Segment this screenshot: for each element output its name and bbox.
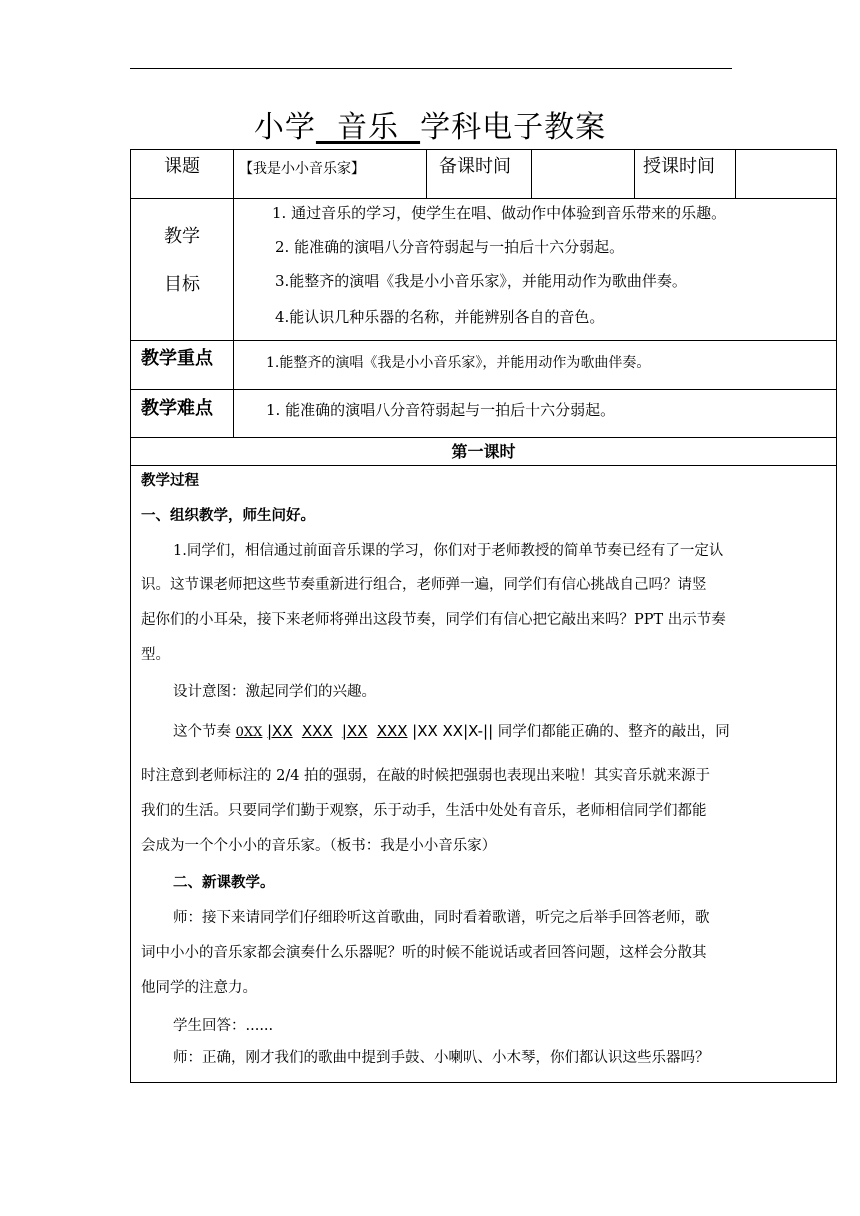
rhythm-notation: XXX: [301, 722, 333, 740]
paragraph-line: 词中小小的音乐家都会演奏什么乐器呢？听的时候不能说话或者回答问题，这样会分散其: [141, 945, 707, 961]
paragraph-line: 会成为一个个小小的音乐家。（板书：我是小小音乐家）: [141, 838, 497, 854]
paragraph-line: 他同学的注意力。: [141, 980, 257, 996]
goal-item: 3.能整齐的演唱《我是小小音乐家》，并能用动作为歌曲伴奏。: [275, 272, 687, 290]
title-subject: 音乐: [315, 110, 421, 145]
paragraph-line: 识。这节课老师把这些节奏重新进行组合，老师弹一遍，同学们有信心挑战自己吗？请竖: [141, 577, 707, 593]
goals-label-2: 目标: [164, 274, 200, 295]
col-divider: [233, 150, 234, 438]
rhythm-notation: XXX: [376, 722, 408, 740]
rhythm-notation: |XX: [267, 722, 293, 740]
paragraph-line: 型。: [141, 647, 170, 663]
col-divider: [735, 150, 736, 198]
header-rule: [130, 68, 732, 69]
key-points-label: 教学重点: [141, 348, 213, 369]
row-divider: [131, 389, 837, 390]
rhythm-suffix: 同学们都能正确的、整齐的敲出，同: [497, 724, 730, 740]
paragraph-line: 1.同学们，相信通过前面音乐课的学习，你们对于老师教授的简单节奏已经有了一定认: [173, 543, 724, 559]
process-heading: 教学过程: [141, 472, 199, 489]
topic-label: 课题: [164, 156, 200, 177]
paragraph-line: 起你们的小耳朵，接下来老师将弹出这段节奏，同学们有信心把它敲出来吗？PPT 出示节奏: [141, 612, 726, 628]
paragraph-line: 师：接下来请同学们仔细聆听这首歌曲，同时看着歌谱，听完之后举手回答老师，歌: [173, 910, 710, 926]
topic-value: 【我是小小音乐家】: [239, 161, 365, 177]
prep-time-label: 备课时间: [439, 156, 511, 177]
rhythm-notation: |XX XX|X-||: [412, 722, 494, 740]
teacher-reply: 师：正确，刚才我们的歌曲中提到手鼓、小喇叭、小木琴，你们都认识这些乐器吗？: [173, 1050, 710, 1066]
goal-item: 2. 能准确的演唱八分音符弱起与一拍后十六分弱起。: [275, 238, 625, 256]
rhythm-notation: 0XX: [235, 725, 263, 740]
page-title: [0, 108, 860, 148]
class-time-label: 授课时间: [643, 156, 715, 177]
col-divider: [634, 150, 635, 198]
session-title: 第一课时: [130, 437, 837, 466]
goal-item: 4.能认识几种乐器的名称，并能辨别各自的音色。: [275, 308, 605, 326]
student-answer: 学生回答：......: [173, 1018, 274, 1034]
row-divider: [131, 340, 837, 341]
section2-heading: 二、新课教学。: [173, 874, 275, 891]
design-intent: 设计意图：激起同学们的兴趣。: [173, 684, 376, 700]
col-divider: [426, 150, 427, 198]
goals-label-1: 教学: [164, 226, 200, 247]
section1-heading: 一、组织教学，师生问好。: [141, 507, 315, 524]
difficulties-value: 1. 能准确的演唱八分音符弱起与一拍后十六分弱起。: [266, 401, 616, 419]
difficulties-label: 教学难点: [141, 398, 213, 419]
key-points-value: 1.能整齐的演唱《我是小小音乐家》，并能用动作为歌曲伴奏。: [266, 355, 651, 371]
rhythm-notation: |XX: [341, 722, 368, 740]
rhythm-line: [173, 720, 730, 741]
paragraph-line: 时注意到老师标注的 2/4 拍的强弱，在敲的时候把强弱也表现出来啦！其实音乐就来源于: [141, 768, 711, 784]
rhythm-prefix: 这个节奏: [173, 724, 231, 740]
row-divider: [131, 198, 837, 199]
col-divider: [531, 150, 532, 198]
paragraph-line: 我们的生活。只要同学们勤于观察，乐于动手，生活中处处有音乐，老师相信同学们都能: [141, 803, 707, 819]
lesson-content: [130, 466, 837, 1083]
info-table: [130, 149, 837, 438]
goal-item: 1. 通过音乐的学习，使学生在唱、做动作中体验到音乐带来的乐趣。: [272, 204, 727, 222]
title-suffix: 学科电子教案: [420, 110, 607, 145]
title-prefix: 小学: [253, 110, 316, 145]
